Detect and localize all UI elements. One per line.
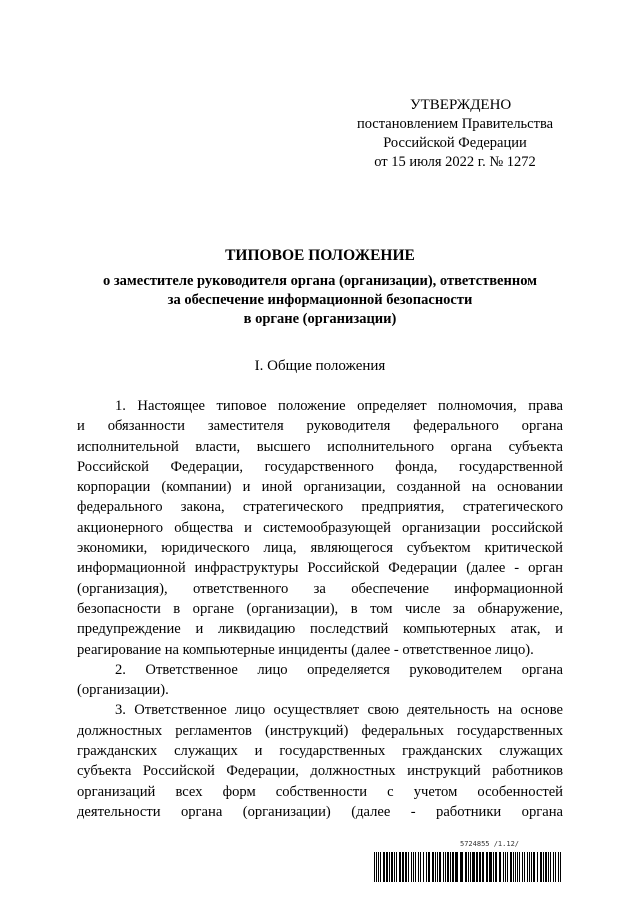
barcode-code: 5724855 /1.12/ bbox=[460, 840, 520, 848]
document-subtitle bbox=[60, 272, 580, 329]
paragraph bbox=[77, 700, 563, 822]
approval-stamp bbox=[330, 96, 580, 172]
paragraph-line: информационной инфраструктуры Российской Федерации (далее - орган bbox=[77, 560, 563, 577]
paragraph-line: акционерного общества и системообразующей организации российской bbox=[77, 519, 563, 536]
paragraph-line: 1. Настоящее типовое положение определяет полномочия, права bbox=[115, 398, 563, 414]
paragraph-line: Российской Федерации, государственного фонда, государственной bbox=[77, 458, 563, 475]
document-title: ТИПОВОЕ ПОЛОЖЕНИЕ bbox=[225, 247, 415, 264]
paragraph-line: (организации). bbox=[77, 682, 169, 699]
subtitle-line: о заместителе руководителя органа (организации), ответственном bbox=[102, 273, 538, 289]
paragraph-line: предупреждение и ликвидацию последствий компьютерных атак, и bbox=[77, 621, 563, 638]
approval-line: Российской Федерации bbox=[383, 135, 527, 151]
paragraph-line: безопасности в органе (организации), в том числе за обнаружение, bbox=[77, 600, 563, 617]
paragraph-line: (организация), ответственного за обеспечение информационной bbox=[77, 580, 563, 597]
paragraph-line: гражданских служащих и государственных гражданских служащих bbox=[77, 743, 563, 760]
paragraph-line: 3. Ответственное лицо осуществляет свою деятельность на основе bbox=[115, 702, 563, 719]
subtitle-line: в органе (организации) bbox=[243, 311, 397, 327]
section-title: I. Общие положения bbox=[254, 358, 386, 374]
document-body bbox=[77, 396, 563, 822]
approval-line: постановлением Правительства bbox=[356, 116, 554, 132]
paragraph-line: и обязанности заместителя руководителя федерального органа bbox=[77, 418, 563, 435]
paragraph bbox=[77, 396, 563, 660]
paragraph-line: организаций всех форм собственности с учетом особенностей bbox=[77, 783, 563, 800]
paragraph bbox=[77, 660, 563, 701]
barcode-icon bbox=[374, 852, 564, 882]
paragraph-line: 2. Ответственное лицо определяется руководителем органа bbox=[115, 661, 563, 678]
paragraph-line: должностных регламентов (инструкций) федеральных государственных bbox=[77, 722, 563, 739]
paragraph-line: реагирование на компьютерные инциденты (далее - ответственное лицо). bbox=[77, 641, 534, 658]
approval-line: УТВЕРЖДЕНО bbox=[410, 97, 512, 113]
barcode-footer bbox=[374, 840, 564, 884]
paragraph-line: корпорации (компании) и иной организации, созданной на основании bbox=[77, 479, 563, 496]
paragraph-line: исполнительной власти, высшего исполнительного органа субъекта bbox=[77, 438, 563, 455]
paragraph-line: экономики, юридического лица, являющегося субъектом критической bbox=[77, 540, 563, 557]
paragraph-line: субъекта Российской Федерации, должностных инструкций работников bbox=[77, 763, 563, 780]
subtitle-line: за обеспечение информационной безопасности bbox=[167, 292, 473, 308]
document-header bbox=[60, 246, 580, 329]
approval-line: от 15 июля 2022 г. № 1272 bbox=[374, 154, 536, 170]
paragraph-line: деятельности органа (организации) (далее - работники органа bbox=[77, 803, 563, 820]
paragraph-line: федерального закона, стратегического предприятия, стратегического bbox=[77, 499, 563, 516]
